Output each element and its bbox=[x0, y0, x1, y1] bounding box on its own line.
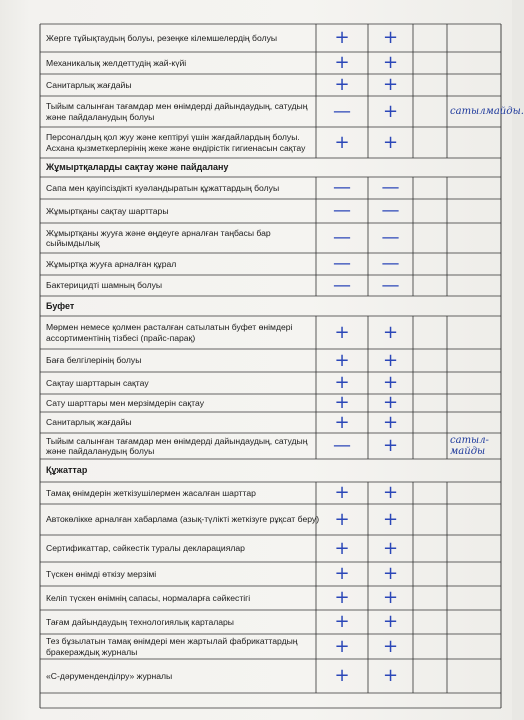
criterion-label: «С-дәруменденділру» журналы bbox=[46, 670, 173, 681]
criterion-label: Жұмыртқаны жууға және өңдеуге арналған таңбасы бар bbox=[46, 227, 271, 238]
handwritten-plus-mark: + bbox=[334, 611, 350, 632]
handwritten-dash-mark: — bbox=[333, 200, 351, 221]
handwritten-plus-mark: + bbox=[334, 321, 350, 343]
handwritten-plus-mark: + bbox=[382, 435, 399, 456]
handwritten-note: сатылмайды. bbox=[450, 106, 524, 117]
handwritten-dash-mark: — bbox=[333, 100, 351, 122]
handwritten-plus-mark: + bbox=[334, 587, 350, 608]
criterion-label: Тағам дайындаудың технологиялық карталары bbox=[46, 616, 234, 627]
handwritten-plus-mark: + bbox=[334, 635, 350, 657]
handwritten-plus-mark: + bbox=[382, 52, 399, 73]
handwritten-plus-mark: + bbox=[382, 635, 399, 657]
handwritten-dash-mark: — bbox=[333, 253, 351, 274]
handwritten-plus-mark: + bbox=[382, 563, 399, 584]
handwritten-dash-mark: — bbox=[381, 177, 400, 198]
handwritten-plus-mark: + bbox=[382, 100, 399, 122]
criterion-label: бракераждық журналы bbox=[46, 646, 138, 657]
criterion-label: Персоналдың қол жуу және кептіруі үшін жағдайлардың болуы. bbox=[46, 132, 300, 142]
handwritten-plus-mark: + bbox=[334, 482, 350, 503]
criterion-label: Жұмыртқаны сақтау шарттары bbox=[46, 205, 169, 216]
criterion-label: Тамақ өнімдерін жеткізушілермен жасалған шарттар bbox=[46, 487, 256, 498]
handwritten-plus-mark: + bbox=[382, 508, 399, 530]
criterion-label: және пайдаланудың болуы bbox=[46, 446, 155, 456]
criterion-label: Сату шарттары мен мерзімдерін сақтау bbox=[46, 397, 204, 408]
handwritten-plus-mark: + bbox=[334, 537, 350, 559]
handwritten-plus-mark: + bbox=[382, 392, 399, 413]
criterion-label: және пайдаланудың болуы bbox=[46, 111, 155, 122]
handwritten-dash-mark: — bbox=[381, 253, 400, 274]
criterion-label: Сақтау шарттарын сақтау bbox=[46, 377, 149, 388]
handwritten-dash-mark: — bbox=[333, 435, 351, 456]
handwritten-plus-mark: + bbox=[334, 349, 350, 371]
handwritten-plus-mark: + bbox=[334, 131, 350, 153]
handwritten-plus-mark: + bbox=[382, 27, 399, 48]
handwritten-plus-mark: + bbox=[334, 74, 350, 95]
handwritten-plus-mark: + bbox=[382, 482, 399, 503]
handwritten-plus-mark: + bbox=[334, 27, 350, 48]
criterion-label: Тыйым салынған тағамдар мен өнімдерді дайындаудың, сатудың bbox=[46, 101, 308, 111]
section-title: Буфет bbox=[46, 300, 75, 311]
handwritten-plus-mark: + bbox=[382, 131, 399, 153]
criterion-label: Тез бұзылатын тамақ өнімдері мен жартылай фабрикаттардың bbox=[46, 636, 298, 646]
handwritten-plus-mark: + bbox=[382, 372, 399, 393]
criterion-label: Асхана қызметкерлерінің жеке және өндірістік гигиенасын сақтау bbox=[46, 142, 306, 153]
handwritten-plus-mark: + bbox=[334, 372, 350, 393]
handwritten-dash-mark: — bbox=[381, 227, 400, 248]
handwritten-dash-mark: — bbox=[381, 274, 400, 296]
criterion-label: Санитарлық жағдайы bbox=[46, 417, 132, 428]
handwritten-dash-mark: — bbox=[333, 227, 351, 248]
criterion-label: Жұмыртқа жууға арналған құрал bbox=[46, 258, 177, 269]
criterion-label: Баға белгілерінің болуы bbox=[46, 355, 142, 366]
handwritten-dash-mark: — bbox=[333, 177, 351, 198]
handwritten-plus-mark: + bbox=[382, 587, 399, 608]
handwritten-plus-mark: + bbox=[382, 321, 399, 343]
criterion-label: Келіп түскен өнімнің сапасы, нормаларға сәйкестігі bbox=[46, 592, 251, 603]
handwritten-note: сатыл- bbox=[450, 435, 489, 446]
handwritten-plus-mark: + bbox=[334, 392, 350, 413]
criterion-label: Автокөлікке арналған хабарлама (азық-түлікті жеткізуге рұқсат беру) bbox=[46, 514, 320, 525]
criterion-label: Сертификаттар, сәйкестік туралы декларациялар bbox=[46, 543, 245, 554]
section-title: Жұмыртқаларды сақтау және пайдалану bbox=[46, 162, 229, 173]
criterion-label: Бактерицидті шамның болуы bbox=[46, 280, 163, 291]
criterion-label: Механикалық желдеттудің жай-күйі bbox=[46, 57, 187, 68]
criterion-label: ассортиментінің тізбесі (прайс-парақ) bbox=[46, 332, 196, 343]
handwritten-plus-mark: + bbox=[382, 349, 399, 371]
criterion-label: Сапа мен қауіпсіздікті куәландыратын құжаттардың болуы bbox=[46, 182, 280, 193]
criterion-label: Түскен өнімді өткізу мерзімі bbox=[46, 568, 157, 579]
handwritten-plus-mark: + bbox=[382, 611, 399, 632]
handwritten-plus-mark: + bbox=[382, 665, 399, 686]
handwritten-note: майды bbox=[450, 446, 486, 457]
criterion-label: Санитарлық жағдайы bbox=[46, 79, 132, 90]
section-title: Құжаттар bbox=[46, 465, 88, 476]
handwritten-plus-mark: + bbox=[334, 563, 350, 584]
criterion-label: Тыйым салынған тағамдар мен өнімдерді дайындаудың, сатудың bbox=[46, 435, 308, 446]
handwritten-plus-mark: + bbox=[382, 74, 399, 95]
handwritten-dash-mark: — bbox=[333, 274, 351, 296]
handwritten-plus-mark: + bbox=[334, 411, 350, 433]
criterion-label: сыйымдылық bbox=[46, 238, 100, 248]
criterion-label: Жерге тұйықтаудың болуы, резеңке кілемшелердің болуы bbox=[46, 32, 278, 43]
handwritten-plus-mark: + bbox=[382, 411, 399, 433]
handwritten-plus-mark: + bbox=[334, 665, 350, 686]
handwritten-plus-mark: + bbox=[334, 52, 350, 73]
handwritten-dash-mark: — bbox=[381, 200, 400, 221]
handwritten-plus-mark: + bbox=[382, 537, 399, 559]
criterion-label: Мөрмен немесе қолмен расталған сатылатын буфет өнімдері bbox=[46, 322, 293, 332]
handwritten-plus-mark: + bbox=[334, 508, 350, 530]
